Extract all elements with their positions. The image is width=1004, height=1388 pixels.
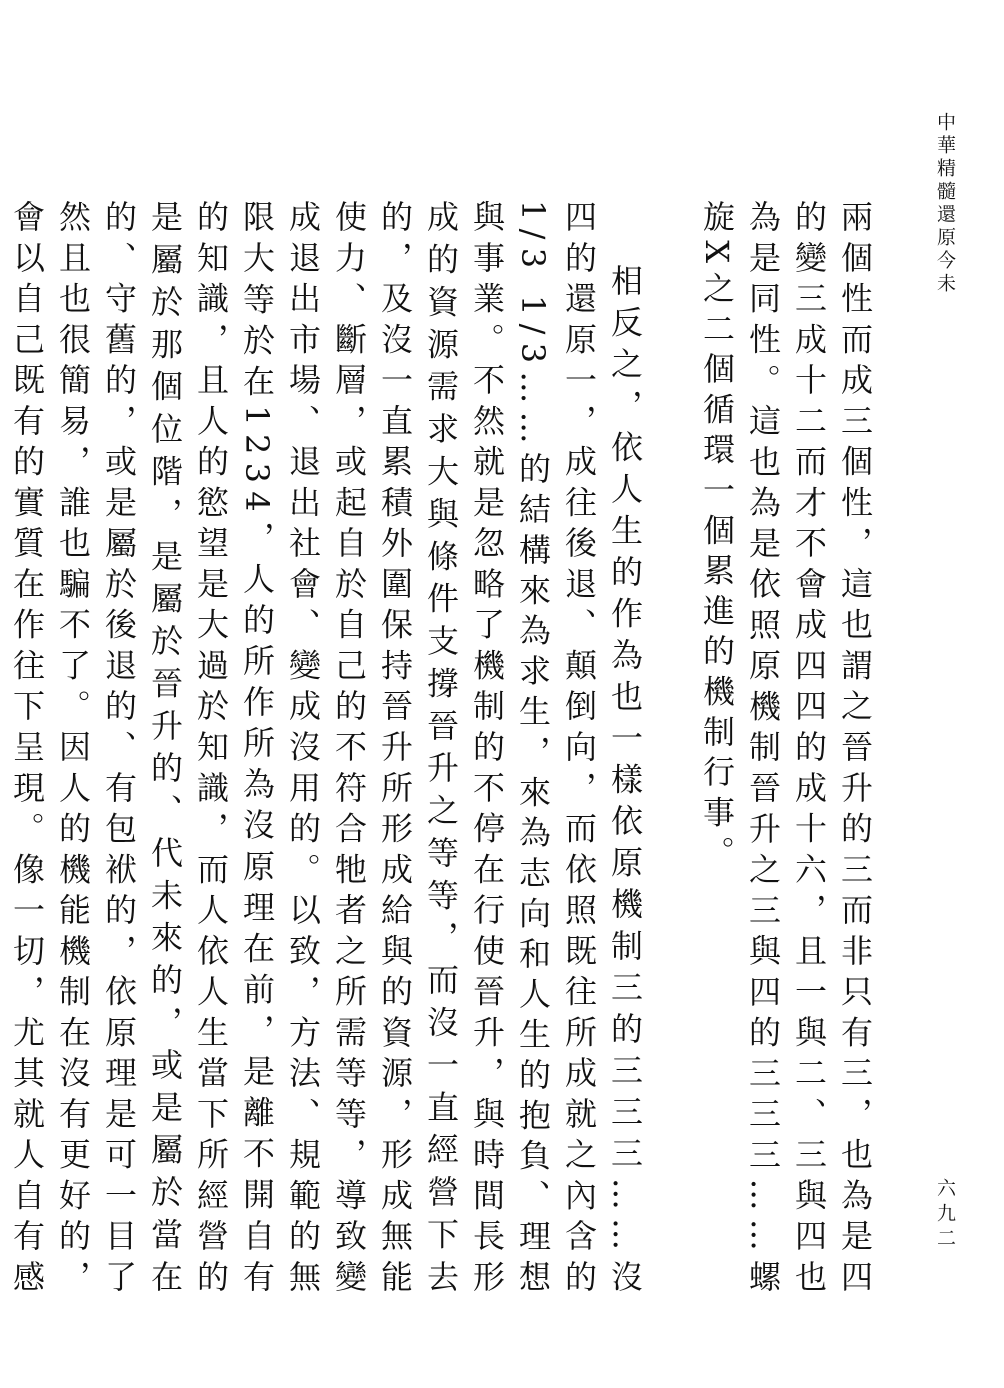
page-number: 六九二 <box>934 1178 956 1253</box>
body-text <box>8 200 878 1300</box>
paragraph: 兩個性而成三個性，這也謂之晉升的三而非只有三，也為是四的變三成十二而才不會成四四的成十六，且一與二、三與四也為是同性。這也為是依照原機制晉升之三與四的三三三……螺旋X之二個循環一個累進的機制行事。 <box>698 200 874 1300</box>
paragraph: 相反之，依人生的作為也一樣依原機制三的三三三……沒四的還原一，成往後退、顛倒向，而依照既往所成就之內含的1/3 1/3……的結構來為求生，來為志向和人生的抱負、理想與事業。不然就是忽略了機制的不停在行使晉升，與時間長形成的資源需求大與條件支撐晉升之等等，而沒一直經營下去的，及沒一直累積外圍保持晉升所形成給與的資源，形成無能使力、斷層，或起自於自己的不符合牠者之所需等等，導致變成退出市場、退出社會、變成沒用的。以致，方法、規範的無限大等於在1234，人的所作所為沒原理在前，是離不開自有的知識，且人的慾望是大過於知識，而人依人生當下所經營的是屬於那個位階，是屬於晉升的、代未來的，或是屬於當在的、守舊的，或是屬於後退的、有包袱的，依原理是可一目了然且也很簡易，誰也騙不了。因人的機能機制在沒有更好的，會以自己既有的實質在作往下呈現。像一切，尤其就人自有感 <box>8 200 644 1300</box>
running-head: 中華精髓還原今未 <box>934 112 956 296</box>
